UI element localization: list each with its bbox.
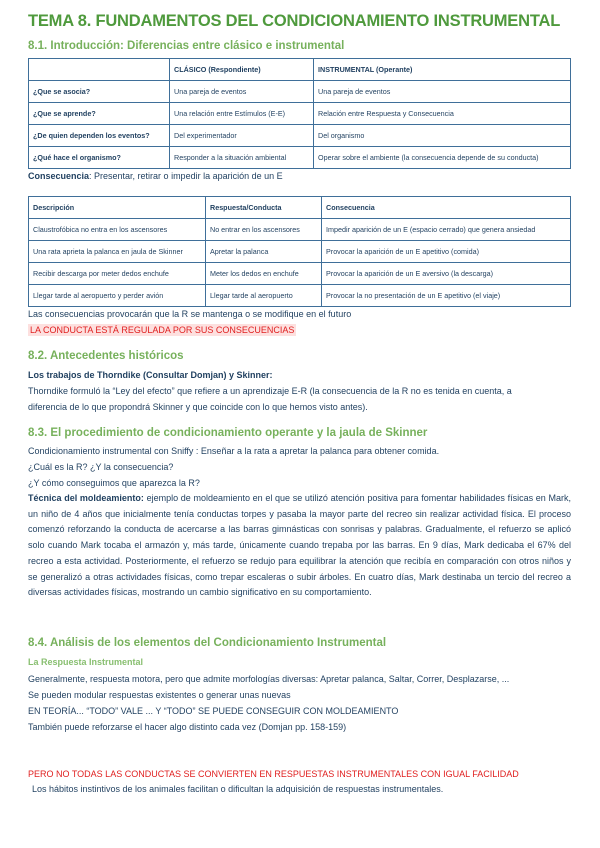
table-row xyxy=(29,103,571,125)
table-cell: Una pareja de eventos xyxy=(170,81,314,103)
text-line: Thorndike formuló la “Ley del efecto” que refiere a un aprendizaje E-R (la consecuencia de la R no es tenida en cuenta, a xyxy=(28,386,512,396)
section-heading-8-4: 8.4. Análisis de los elementos del Condicionamiento Instrumental xyxy=(28,637,387,649)
text-line: Condicionamiento instrumental con Sniffy : Enseñar a la rata a apretar la palanca para obtener comida. xyxy=(28,446,440,456)
table-row xyxy=(29,285,571,307)
table-cell: Una rata aprieta la palanca en jaula de Skinner xyxy=(29,241,206,263)
table-cell: ¿Que se asocia? xyxy=(29,81,170,103)
table-header-cell xyxy=(29,59,170,81)
table-cell: Claustrofóbica no entra en los ascensores xyxy=(29,219,206,241)
table-row xyxy=(29,241,571,263)
table-cell: Del organismo xyxy=(314,125,571,147)
table-cell: Provocar la no presentación de un E apetitivo (el viaje) xyxy=(322,285,571,307)
table-cell: No entrar en los ascensores xyxy=(206,219,322,241)
consecuencia-text: : Presentar, retirar o impedir la aparición de un E xyxy=(89,171,283,181)
section-subtitle: Los trabajos de Thorndike (Consultar Domjan) y Skinner: xyxy=(28,370,273,380)
section-heading-8-1: 8.1. Introducción: Diferencias entre clásico e instrumental xyxy=(28,40,345,52)
table-cell: Del experimentador xyxy=(170,125,314,147)
comparison-table xyxy=(28,58,571,169)
table-header-cell: Respuesta/Conducta xyxy=(206,197,322,219)
moldeamiento-paragraph xyxy=(28,491,571,601)
consequences-note: Las consecuencias provocarán que la R se mantenga o se modifique en el futuro xyxy=(28,309,352,319)
highlight-text: LA CONDUCTA ESTÁ REGULADA POR SUS CONSECUENCIAS xyxy=(30,325,295,335)
table-cell: Provocar la aparición de un E apetitivo (comida) xyxy=(322,241,571,263)
text-line: Generalmente, respuesta motora, pero que admite morfologías diversas: Apretar palanca, Saltar, Correr, Desplazarse, ... xyxy=(28,674,510,684)
paragraph-text: ejemplo de moldeamiento en el que se utilizó atención positiva para fomentar habilidades físicas en Mark, un niño de 4 años que inicialmente tenía conductas torpes y pasaba la mayor parte del recreo sin realizar actividad física. El proceso comenzó reforzando la conducta de acercarse a las barras gimnásticas con sonrisas y palabras. Gradualmente, el refuerzo se aplicó solo cuando Mark tocaba el armazón y, más tarde, únicamente cuando trepaba por las barras. En 9 días, Mark dedicaba el 67% del recreo a esta actividad. Posteriormente, el refuerzo se redujo para equilibrar la atención que recibía en comparación con otros niños y se generalizó a otras actividades físicas, como trepar escaleras o subir árboles. En cuatro días, Mark destinaba un tercio del recreo a diversas actividades físicas, mostrando un cambio significativo en su comportamiento. xyxy=(28,493,571,598)
text-line: diferencia de lo que propondrá Skinner y que coincide con lo que hemos visto antes). xyxy=(28,402,368,412)
table-row xyxy=(29,219,571,241)
table-cell: ¿Qué hace el organismo? xyxy=(29,147,170,169)
table-header-row xyxy=(29,59,571,81)
text-line: Los hábitos instintivos de los animales facilitan o dificultan la adquisición de respuestas instrumentales. xyxy=(32,784,444,794)
table-header-cell: INSTRUMENTAL (Operante) xyxy=(314,59,571,81)
table-header-cell: Descripción xyxy=(29,197,206,219)
page-title: TEMA 8. FUNDAMENTOS DEL CONDICIONAMIENTO INSTRUMENTAL xyxy=(28,12,561,30)
table-header-cell: Consecuencia xyxy=(322,197,571,219)
table-cell: Operar sobre el ambiente (la consecuencia depende de su conducta) xyxy=(314,147,571,169)
table-header-row xyxy=(29,197,571,219)
table-cell: Una pareja de eventos xyxy=(314,81,571,103)
table-cell: Provocar la aparición de un E aversivo (la descarga) xyxy=(322,263,571,285)
text-line: EN TEORÍA... “TODO” VALE ... Y “TODO” SE PUEDE CONSEGUIR CON MOLDEAMIENTO xyxy=(28,706,399,716)
table-cell: Una relación entre Estímulos (E-E) xyxy=(170,103,314,125)
table-row xyxy=(29,81,571,103)
text-line: ¿Cuál es la R? ¿Y la consecuencia? xyxy=(28,462,174,472)
table-cell: Llegar tarde al aeropuerto y perder avión xyxy=(29,285,206,307)
table-header-cell: CLÁSICO (Respondiente) xyxy=(170,59,314,81)
table-cell: ¿Que se aprende? xyxy=(29,103,170,125)
highlighted-statement xyxy=(28,323,296,338)
warning-line: PERO NO TODAS LAS CONDUCTAS SE CONVIERTEN EN RESPUESTAS INSTRUMENTALES CON IGUAL FACILIDAD xyxy=(28,769,519,779)
text-line: También puede reforzarse el hacer algo distinto cada vez (Domjan pp. 158-159) xyxy=(28,722,347,732)
section-heading-8-2: 8.2. Antecedentes históricos xyxy=(28,350,184,362)
table-cell: ¿De quien dependen los eventos? xyxy=(29,125,170,147)
table-cell: Relación entre Respuesta y Consecuencia xyxy=(314,103,571,125)
table-cell: Recibir descarga por meter dedos enchufe xyxy=(29,263,206,285)
section-heading-8-3: 8.3. El procedimiento de condicionamiento operante y la jaula de Skinner xyxy=(28,427,428,439)
examples-table xyxy=(28,196,571,307)
text-line: Se pueden modular respuestas existentes o generar unas nuevas xyxy=(28,690,291,700)
subsection-heading: La Respuesta Instrumental xyxy=(28,657,144,667)
table-cell: Responder a la situación ambiental xyxy=(170,147,314,169)
table-cell: Apretar la palanca xyxy=(206,241,322,263)
paragraph-label: Técnica del moldeamiento: xyxy=(28,493,144,503)
text-line: ¿Y cómo conseguimos que aparezca la R? xyxy=(28,478,200,488)
table-cell: Meter los dedos en enchufe xyxy=(206,263,322,285)
table-row xyxy=(29,125,571,147)
table-row xyxy=(29,147,571,169)
consecuencia-definition xyxy=(28,169,283,184)
consecuencia-label: Consecuencia xyxy=(28,171,90,181)
table-cell: Llegar tarde al aeropuerto xyxy=(206,285,322,307)
table-row xyxy=(29,263,571,285)
table-cell: Impedir aparición de un E (espacio cerrado) que genera ansiedad xyxy=(322,219,571,241)
